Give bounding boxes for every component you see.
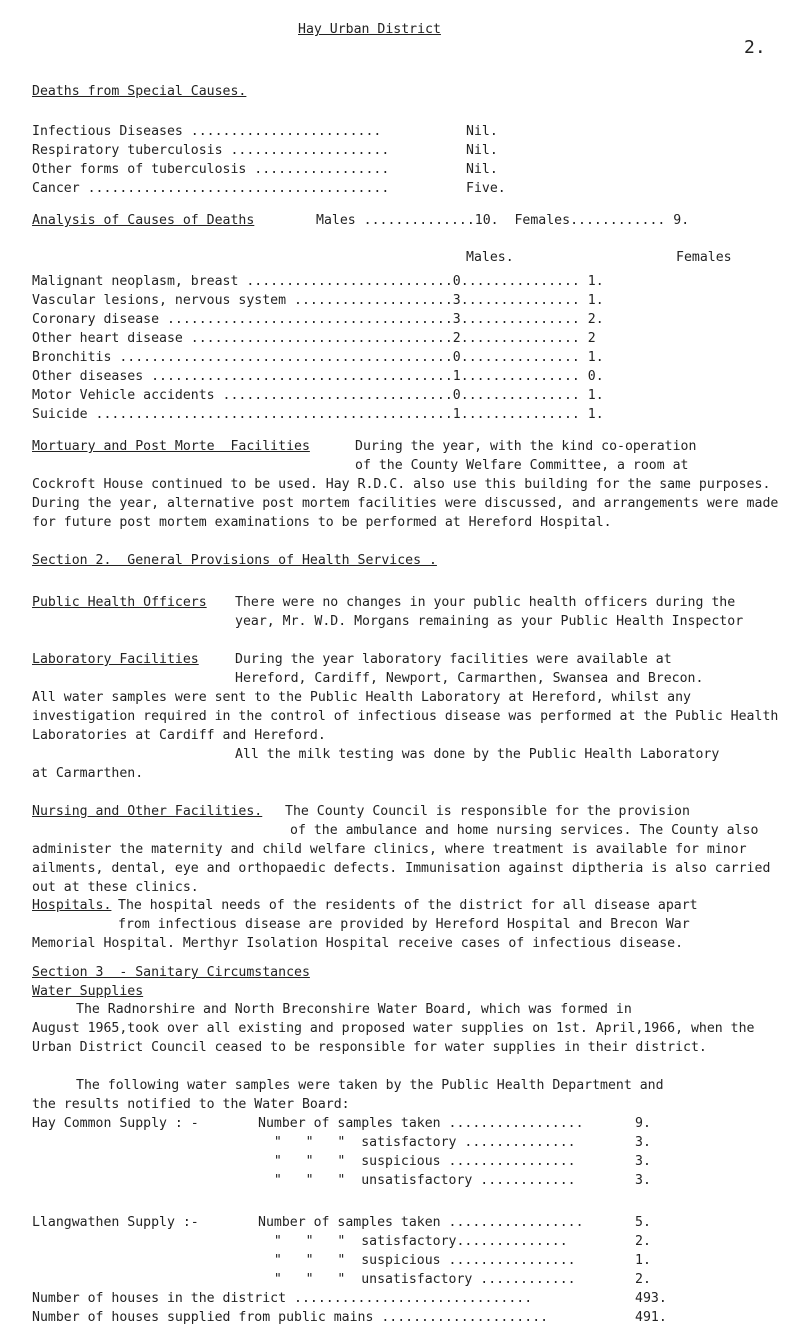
hay-row: " " " unsatisfactory ............ xyxy=(258,1173,576,1188)
laboratory-line1: During the year laboratory facilities were available at xyxy=(235,652,672,667)
row-label: Motor Vehicle accidents .............................0 xyxy=(32,388,461,403)
laboratory-body: All water samples were sent to the Public Health Laboratory at Hereford, whilst any investigation required in the control of infectious disease was performed at the Public Health Laboratories at Cardiff and Hereford. xyxy=(32,690,779,743)
hay-value: 3. xyxy=(635,1154,651,1169)
public-health-line2: year, Mr. W.D. Morgans remaining as your Public Health Inspector xyxy=(235,614,744,629)
houses-mains-row: Number of houses supplied from public mains ..................... xyxy=(32,1310,549,1325)
public-health-heading: Public Health Officers xyxy=(32,595,207,610)
water-para2-line1: The following water samples were taken by the Public Health Department and xyxy=(76,1078,664,1093)
row-value: ............... 2. xyxy=(460,312,604,327)
hay-row: " " " suspicious ................ xyxy=(258,1154,576,1169)
llangwathen-value: 2. xyxy=(635,1272,651,1287)
llangwathen-row: " " " suspicious ................ xyxy=(258,1253,576,1268)
hospitals-heading: Hospitals. xyxy=(32,898,112,913)
row-value: ............... 1. xyxy=(460,293,604,308)
special-cause-row xyxy=(32,179,389,198)
analysis-row xyxy=(32,405,604,424)
laboratory-heading: Laboratory Facilities xyxy=(32,652,199,667)
water-heading: Water Supplies xyxy=(32,984,144,999)
analysis-row xyxy=(32,272,604,291)
section2-heading: Section 2. General Provisions of Health Services . xyxy=(32,553,437,568)
row-label: Other forms of tuberculosis ................. xyxy=(32,162,390,177)
hay-row: " " " satisfactory .............. xyxy=(258,1135,576,1150)
row-label: Respiratory tuberculosis .................... xyxy=(32,143,390,158)
analysis-row xyxy=(32,291,604,310)
special-cause-value: Nil. xyxy=(466,143,498,158)
public-health-line1: There were no changes in your public health officers during the xyxy=(235,595,736,610)
llangwathen-supply-label: Llangwathen Supply :- xyxy=(32,1215,199,1230)
houses-mains-value: 491. xyxy=(635,1310,667,1325)
row-label: Suicide .............................................1 xyxy=(32,407,461,422)
nursing-body: of the ambulance and home nursing services. The County also administer the maternity and child welfare clinics, where treatment is available for minor ailments, dental, eye and orthopaedic defects. Immunisation against diptheria is also carried out at these clinics. xyxy=(32,823,771,895)
row-value: ............... 1. xyxy=(460,350,604,365)
hay-row: Number of samples taken ................. xyxy=(258,1116,584,1131)
hay-value: 9. xyxy=(635,1116,651,1131)
houses-district-row: Number of houses in the district .............................. xyxy=(32,1291,533,1306)
water-para1-line1: The Radnorshire and North Breconshire Water Board, which was formed in xyxy=(76,1002,632,1017)
llangwathen-value: 5. xyxy=(635,1215,651,1230)
mortuary-heading: Mortuary and Post Morte Facilities xyxy=(32,439,310,454)
mortuary-line1: During the year, with the kind co-operation xyxy=(355,439,697,454)
special-causes-heading: Deaths from Special Causes. xyxy=(32,84,247,99)
laboratory-line2: Hereford, Cardiff, Newport, Carmarthen, Swansea and Brecon. xyxy=(235,671,704,686)
section3-heading: Section 3 - Sanitary Circumstances xyxy=(32,965,310,980)
analysis-totals: Males ..............10. Females............ 9. xyxy=(316,213,690,228)
special-cause-value: Nil. xyxy=(466,124,498,139)
mortuary-body: Cockroft House continued to be used. Hay R.D.C. also use this building for the same purposes. During the year, alternative post mortem facilities were discussed, and arrangements were made for future post mortem examinations to be performed at Hereford Hospital. xyxy=(32,477,779,530)
hospitals-line1: The hospital needs of the residents of the district for all disease apart xyxy=(118,898,698,913)
special-cause-value: Five. xyxy=(466,181,506,196)
hay-supply-label: Hay Common Supply : - xyxy=(32,1116,199,1131)
laboratory-milk-line2: at Carmarthen. xyxy=(32,766,144,781)
row-label: Coronary disease ....................................3 xyxy=(32,312,461,327)
row-label: Malignant neoplasm, breast ..........................0 xyxy=(32,274,461,289)
houses-district-value: 493. xyxy=(635,1291,667,1306)
analysis-row xyxy=(32,348,604,367)
district-title: Hay Urban District xyxy=(298,22,441,37)
analysis-row xyxy=(32,329,596,348)
water-para2-line2: the results notified to the Water Board: xyxy=(32,1097,350,1112)
row-label: Infectious Diseases ........................ xyxy=(32,124,382,139)
analysis-row xyxy=(32,367,604,386)
special-cause-row xyxy=(32,122,381,141)
special-cause-row xyxy=(32,141,389,160)
special-cause-value: Nil. xyxy=(466,162,498,177)
row-label: Vascular lesions, nervous system ....................3 xyxy=(32,293,461,308)
analysis-row xyxy=(32,386,604,405)
llangwathen-row: " " " satisfactory.............. xyxy=(258,1234,568,1249)
row-value: ............... 1. xyxy=(460,388,604,403)
hay-value: 3. xyxy=(635,1173,651,1188)
hospitals-line3: Memorial Hospital. Merthyr Isolation Hospital receive cases of infectious disease. xyxy=(32,936,684,951)
llangwathen-value: 2. xyxy=(635,1234,651,1249)
row-label: Other diseases ......................................1 xyxy=(32,369,461,384)
analysis-row xyxy=(32,310,604,329)
row-label: Bronchitis ..........................................0 xyxy=(32,350,461,365)
water-para1-rest: August 1965,took over all existing and proposed water supplies on 1st. April,1966, when the Urban District Council ceased to be responsible for water supplies in their district. xyxy=(32,1021,755,1055)
mortuary-line2: of the County Welfare Committee, a room at xyxy=(355,458,689,473)
nursing-line1: The County Council is responsible for the provision xyxy=(285,804,690,819)
page-number: 2. xyxy=(744,37,766,58)
analysis-heading: Analysis of Causes of Deaths xyxy=(32,213,255,228)
row-value: ............... 1. xyxy=(460,407,604,422)
hospitals-line2: from infectious disease are provided by Hereford Hospital and Brecon War xyxy=(118,917,690,932)
row-label: Other heart disease .................................2 xyxy=(32,331,461,346)
llangwathen-row: Number of samples taken ................. xyxy=(258,1215,584,1230)
row-value: ............... 1. xyxy=(460,274,604,289)
row-value: ............... 0. xyxy=(460,369,604,384)
llangwathen-value: 1. xyxy=(635,1253,651,1268)
col-header-females: Females xyxy=(676,250,732,265)
row-value: ............... 2 xyxy=(460,331,596,346)
special-cause-row xyxy=(32,160,389,179)
llangwathen-row: " " " unsatisfactory ............ xyxy=(258,1272,576,1287)
row-label: Cancer ...................................... xyxy=(32,181,390,196)
col-header-males: Males. xyxy=(466,250,514,265)
hay-value: 3. xyxy=(635,1135,651,1150)
laboratory-milk-line1: All the milk testing was done by the Public Health Laboratory xyxy=(235,747,720,762)
nursing-heading: Nursing and Other Facilities. xyxy=(32,804,263,819)
